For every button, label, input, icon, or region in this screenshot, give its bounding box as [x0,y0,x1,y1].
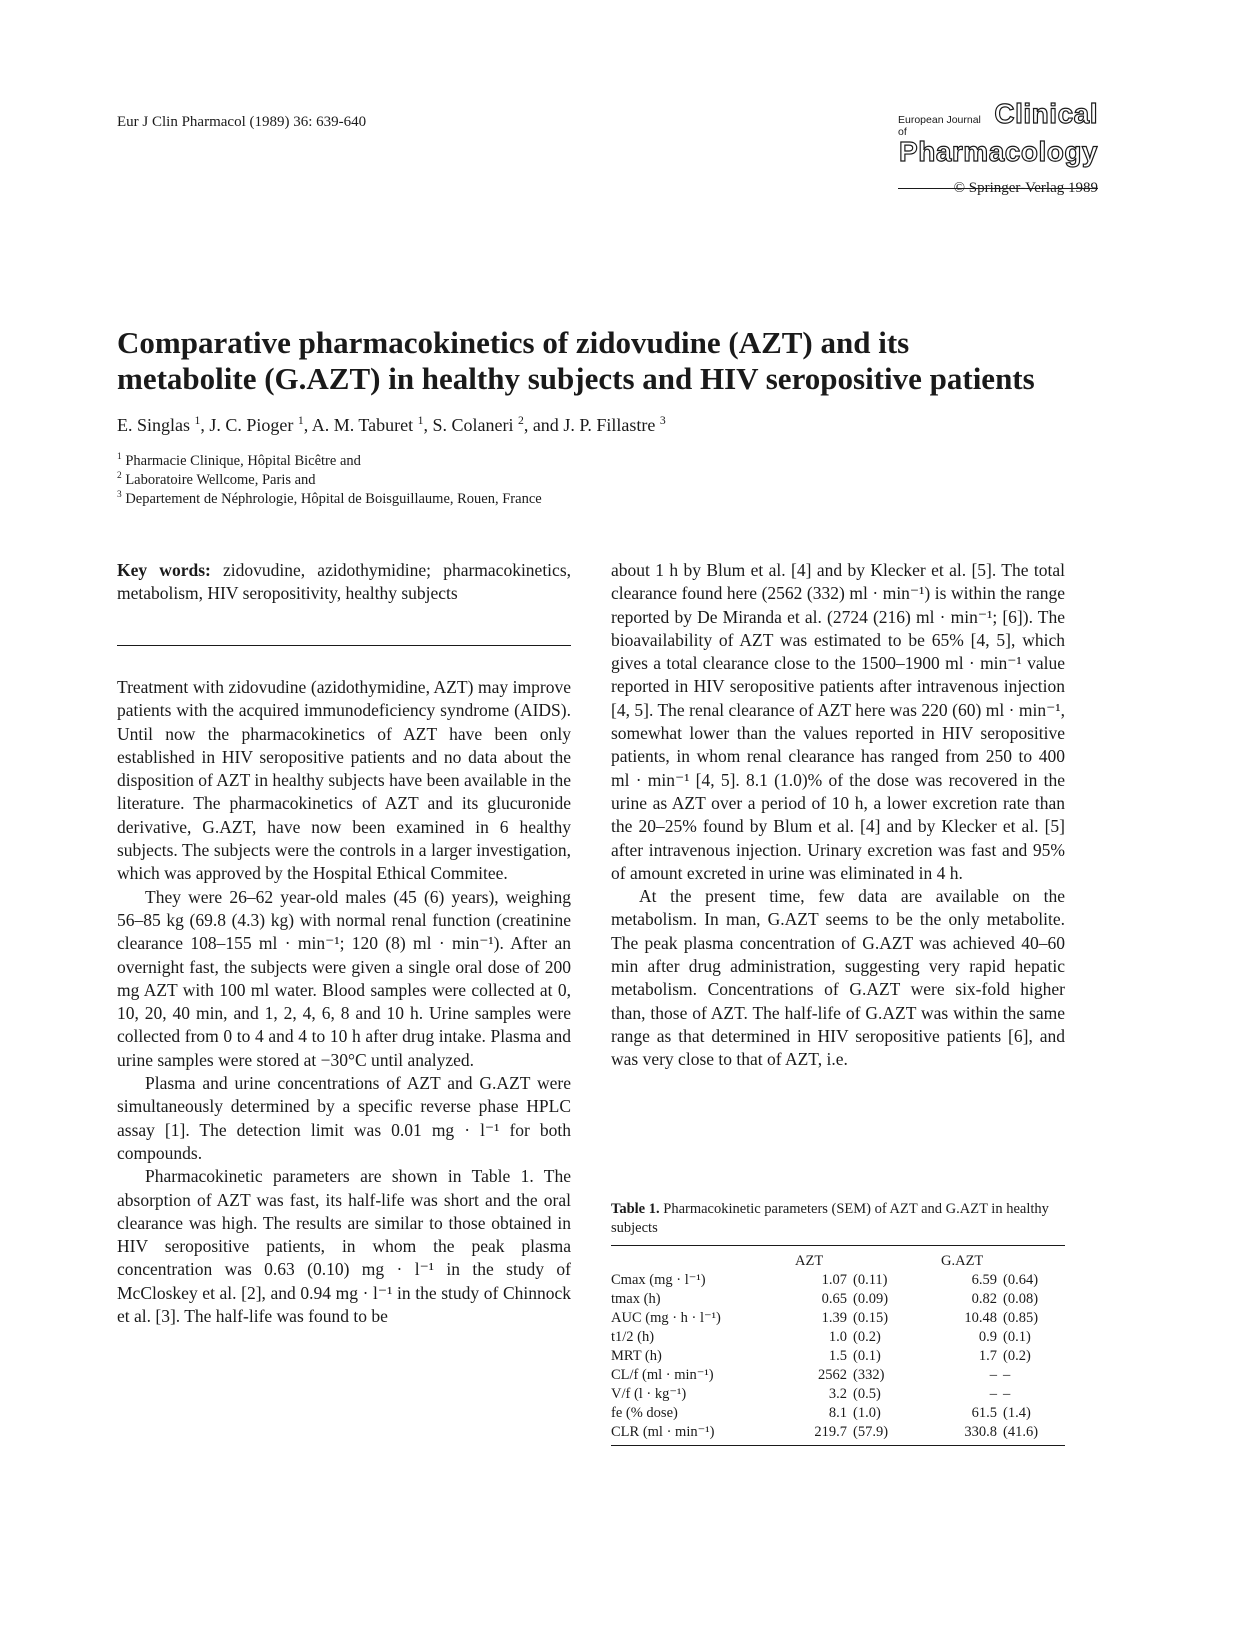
gazt-value: 0.9 [978,1329,997,1345]
article-title [117,325,1117,397]
gazt-value: 6.59 [971,1272,997,1288]
paragraph: Plasma and urine concentrations of AZT and G.AZT were simultaneously determined by a specific reverse phase HPLC assay [1]. The detection limit was 0.01 mg · l⁻¹ for both compounds. [117,1073,571,1163]
logo-row-2 [898,138,1098,166]
author-affil-mark: 2 [517,414,524,427]
azt-value: 1.5 [828,1348,847,1364]
table-row [611,1271,1065,1290]
azt-value: 1.39 [821,1310,847,1326]
table-caption [611,1200,1065,1238]
azt-value: 3.2 [828,1386,847,1402]
table-row [611,1404,1065,1423]
param-cell: V/f (l · kg⁻¹) [611,1386,687,1402]
author-name: J. P. Fillastre [563,415,656,435]
pharmacokinetic-table [611,1245,1065,1446]
azt-sem: (0.09) [853,1291,889,1307]
azt-sem: (0.15) [853,1310,889,1326]
logo-prefix: European Journal of [898,114,981,138]
logo-row-1 [898,100,1098,138]
affiliations [117,452,542,509]
gazt-sem: (0.1) [1003,1329,1031,1345]
column-header-gazt: G.AZT [941,1253,984,1269]
paragraph: Treatment with zidovudine (azidothymidine, AZT) may improve patients with the acquired immunodeficiency syndrome (AIDS). Until now the pharmacokinetics of AZT have been only established in HIV seropositive patients and no data about the disposition of AZT in healthy subjects have been available in the literature. The pharmacokinetics of AZT and its glucuronide derivative, G.AZT, have now been examined in 6 healthy subjects. The subjects were the controls in a larger investigation, which was approved by the Hospital Ethical Commitee. [117,677,571,884]
gazt-sem: (0.64) [1003,1272,1039,1288]
paragraph: At the present time, few data are available on the metabolism. In man, G.AZT seems to be the only metabolite. The peak plasma concentration of G.AZT was achieved 40–60 min after drug administration, suggesting very rapid hepatic metabolism. Concentrations of G.AZT were six-fold higher than, those of AZT. The half-life of G.AZT was within the same range as that determined in HIV seropositive patients [6], and was very close to that of AZT, i.e. [611,886,1065,1070]
azt-sem: (57.9) [853,1424,889,1440]
journal-logo [898,100,1098,197]
gazt-sem: – [1003,1386,1011,1402]
azt-sem: (0.5) [853,1386,881,1402]
author-affil-mark: 1 [194,414,201,427]
keywords-text: zidovudine, azidothymidine; pharmacokinetics, metabolism, HIV seropositivity, healthy subjects [117,560,571,604]
table-row [611,1385,1065,1404]
param-cell: t1/2 (h) [611,1329,655,1345]
azt-sem: (1.0) [853,1405,881,1421]
azt-sem: (0.1) [853,1348,881,1364]
author-name: S. Colaneri [432,415,514,435]
table-bottom-rule [611,1442,1065,1446]
azt-value: 1.07 [821,1272,847,1288]
azt-value: 219.7 [814,1424,847,1440]
left-column-body [117,676,571,1328]
journal-citation: Eur J Clin Pharmacol (1989) 36: 639-640 [117,114,367,130]
affil-mark: 2 [117,471,122,482]
author-affil-mark: 1 [297,414,304,427]
author-affil-mark: 1 [417,414,424,427]
param-cell: CL/f (ml · min⁻¹) [611,1367,714,1383]
azt-sem: (0.11) [853,1272,888,1288]
azt-value: 8.1 [828,1405,847,1421]
column-header-azt: AZT [795,1253,824,1269]
param-cell: Cmax (mg · l⁻¹) [611,1272,706,1288]
affiliation [117,452,542,471]
param-cell: fe (% dose) [611,1405,678,1421]
param-cell: tmax (h) [611,1291,661,1307]
keywords-block [117,559,571,606]
gazt-sem: (1.4) [1003,1405,1031,1421]
logo-word-clinical: Clinical [994,98,1098,129]
author-name: J. C. Pioger [209,415,294,435]
affil-text: Pharmacie Clinique, Hôpital Bicêtre and [125,453,361,469]
gazt-sem: (41.6) [1003,1424,1039,1440]
gazt-value: 0.82 [971,1291,997,1307]
gazt-value: 330.8 [964,1424,997,1440]
table-header-row [611,1252,1065,1271]
author-name: A. M. Taburet [311,415,414,435]
param-cell: CLR (ml · min⁻¹) [611,1424,715,1440]
table-row [611,1309,1065,1328]
gazt-value: – [989,1386,997,1402]
paragraph: They were 26–62 year-old males (45 (6) years), weighing 56–85 kg (69.8 (4.3) kg) with normal renal function (creatinine clearance 108–155 ml · min⁻¹; 120 (8) ml · min⁻¹). After an overnight fast, the subjects were given a single oral dose of 200 mg AZT with 100 ml water. Blood samples were collected at 0, 10, 20, 40 min, and 1, 2, 4, 6, 8 and 10 h. Urine samples were collected from 0 to 4 and 4 to 10 h after drug intake. Plasma and urine samples were stored at −30°C until analyzed. [117,886,571,1070]
author-name: E. Singlas [117,415,191,435]
table-caption-text: Pharmacokinetic parameters (SEM) of AZT and G.AZT in healthy subjects [611,1201,1049,1236]
gazt-value: 10.48 [964,1310,997,1326]
param-cell: MRT (h) [611,1348,662,1364]
right-column-body [611,559,1065,1072]
gazt-sem: (0.08) [1003,1291,1039,1307]
gazt-value: 61.5 [971,1405,997,1421]
table-row [611,1290,1065,1309]
author-conjunction: and [532,415,559,435]
azt-value: 0.65 [821,1291,847,1307]
azt-value: 1.0 [828,1329,847,1345]
paragraph: about 1 h by Blum et al. [4] and by Klecker et al. [5]. The total clearance found here (2562 (332) ml · min⁻¹) is within the range reported by De Miranda et al. (2724 (216) ml · min⁻¹; [6]). The bioavailability of AZT was estimated to be 65% [4, 5], which gives a total clearance close to the 1500–1900 ml · min⁻¹ value reported in HIV seropositive patients after intravenous injection [4, 5]. The renal clearance of AZT here was 220 (60) ml · min⁻¹, somewhat lower than the values reported in HIV seropositive patients, in whom renal clearance has ranged from 250 to 400 ml · min⁻¹ [4, 5]. 8.1 (1.0)% of the dose was recovered in the urine as AZT over a period of 10 h, a lower excretion rate than the 20–25% found by Blum et al. [4] and by Klecker et al. [5] after intravenous injection. Urinary excretion was fast and 95% of amount excreted in urine was eliminated in 4 h. [611,560,1065,883]
table-row [611,1423,1065,1442]
keywords-divider [117,645,571,646]
affil-mark: 3 [117,490,122,501]
copyright: © Springer-Verlag 1989 [953,180,1098,196]
param-cell: AUC (mg · h · l⁻¹) [611,1310,721,1326]
author-affil-mark: 3 [659,414,666,427]
table-row [611,1366,1065,1385]
keywords-label: Key words: [117,560,211,580]
logo-divider [898,188,1098,189]
azt-sem: (332) [853,1367,885,1383]
logo-word-pharmacology: Pharmacology [899,136,1098,167]
title-line-1: Comparative pharmacokinetics of zidovudine (AZT) and its [117,325,910,360]
table-row [611,1347,1065,1366]
title-line-2: metabolite (G.AZT) in healthy subjects and HIV seropositive patients [117,361,1035,396]
gazt-value: – [989,1367,997,1383]
affil-text: Departement de Néphrologie, Hôpital de Boisguillaume, Rouen, France [125,491,542,507]
gazt-sem: – [1003,1367,1011,1383]
azt-sem: (0.2) [853,1329,881,1345]
table-caption-label: Table 1. [611,1201,660,1217]
gazt-sem: (0.85) [1003,1310,1039,1326]
gazt-sem: (0.2) [1003,1348,1031,1364]
gazt-value: 1.7 [978,1348,997,1364]
affil-text: Laboratoire Wellcome, Paris and [125,472,316,488]
table-row [611,1328,1065,1347]
affiliation [117,490,542,509]
azt-value: 2562 [818,1367,847,1383]
paragraph: Pharmacokinetic parameters are shown in Table 1. The absorption of AZT was fast, its half-life was short and the oral clearance was high. The results are similar to those obtained in HIV seropositive patients, in whom the peak plasma concentration was 0.63 (0.10) mg · l⁻¹ in the study of McCloskey et al. [2], and 0.94 mg · l⁻¹ in the study of Chinnock et al. [3]. The half-life was found to be [117,1166,571,1327]
affil-mark: 1 [117,452,122,463]
affiliation [117,471,542,490]
author-list: E. Singlas $^1$, J. C. Pioger $^1$, A. M. Taburet $^1$, S. Colaneri $^2$, and J. P. Fillastre $^3$ [117,414,666,435]
